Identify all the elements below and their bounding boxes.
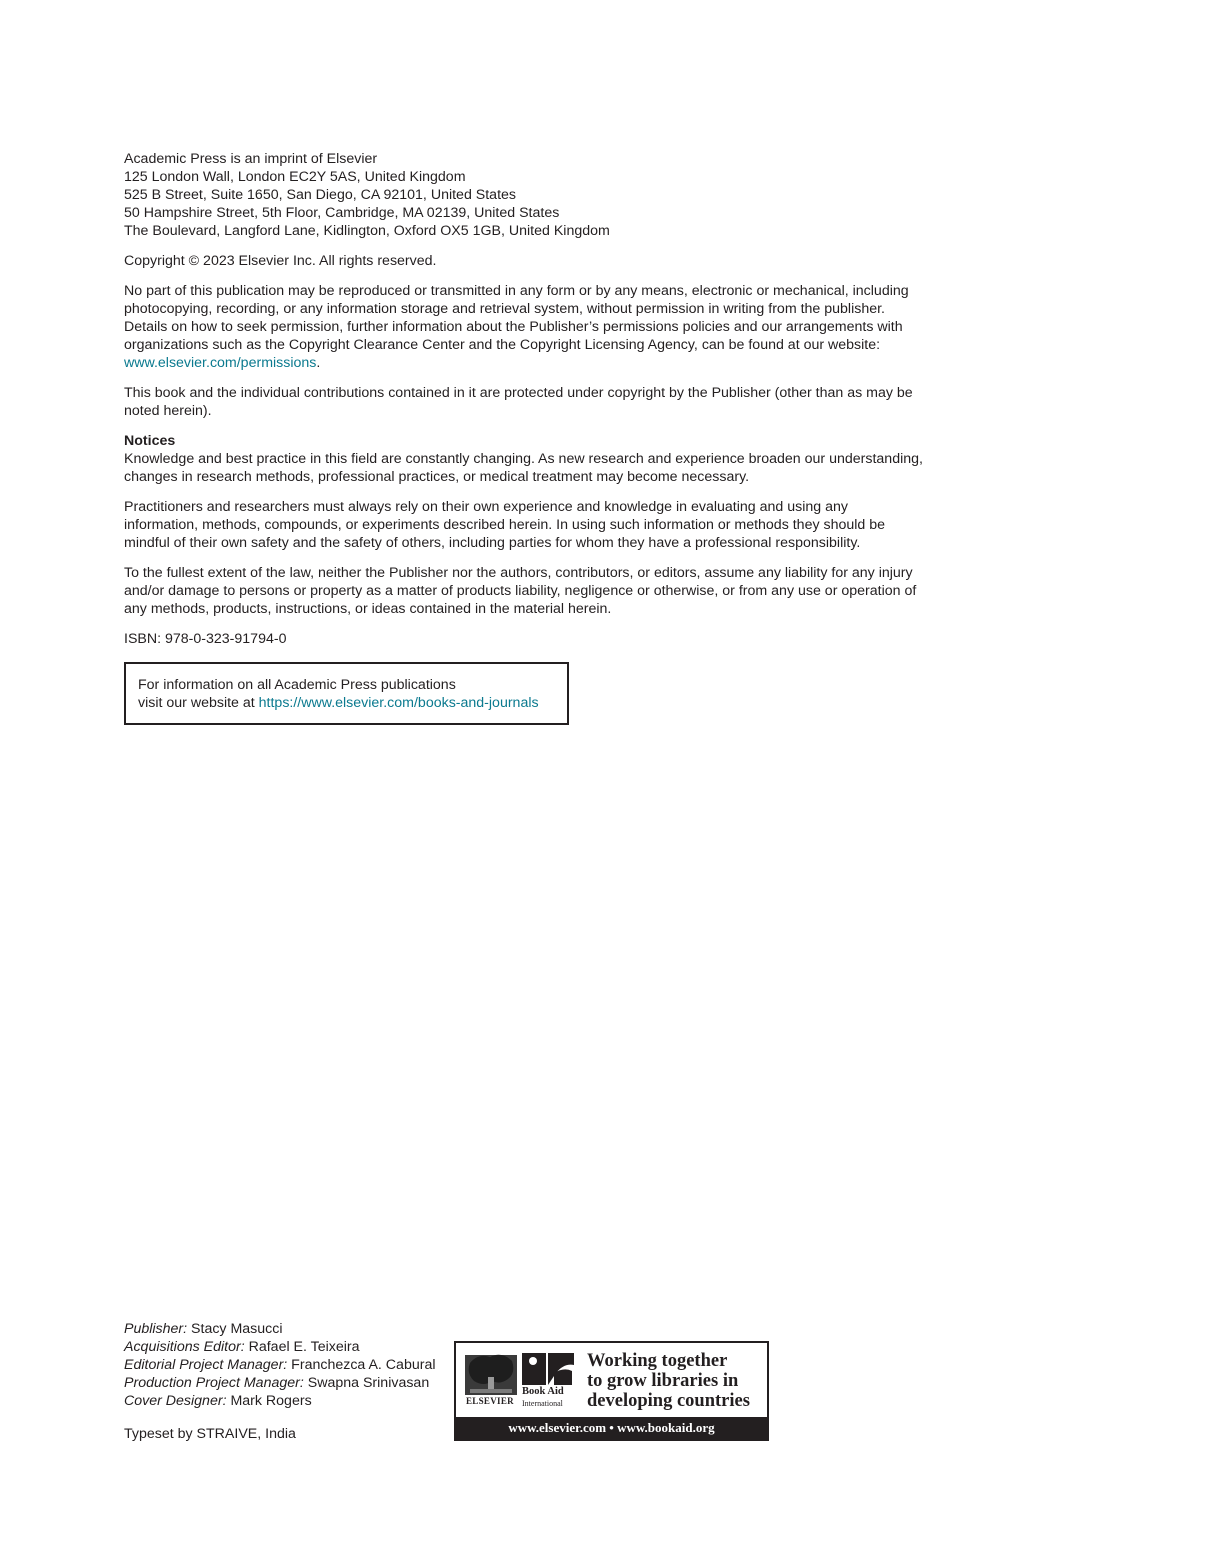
credit-line [124,1392,436,1410]
credit-line [124,1374,436,1392]
credit-name: Swapna Srinivasan [303,1375,430,1391]
permissions-paragraph [124,282,924,372]
copyright-notice: Copyright © 2023 Elsevier Inc. All rights reserved. [124,253,437,269]
notices-paragraph: To the fullest extent of the law, neither the Publisher nor the authors, contributors, or editors, assume any liability for any injury and/or damage to persons or property as a matter of products liability, negligence or otherwise, or from any use or operation of any methods, products, instructions, or ideas contained in the material herein. [124,565,917,617]
slogan-line: Working together [587,1351,728,1371]
credit-role: Editorial Project Manager: [124,1357,288,1373]
typeset-credit: Typeset by STRAIVE, India [124,1426,296,1442]
book-aid-logo-panel [454,1341,769,1441]
slogan-line: developing countries [587,1391,750,1411]
books-journals-link[interactable]: https://www.elsevier.com/books-and-journals [258,695,539,711]
credit-line [124,1356,436,1374]
bookaid-wordmark: Book Aid [522,1386,564,1397]
credit-line [124,1320,436,1338]
elsevier-wordmark: ELSEVIER [466,1396,514,1406]
imprint-line: The Boulevard, Langford Lane, Kidlington, Oxford OX5 1GB, United Kingdom [124,223,610,239]
slogan-line: to grow libraries in [587,1371,739,1391]
credit-name: Franchezca A. Cabural [287,1357,436,1373]
notices-paragraph: Practitioners and researchers must always rely on their own experience and knowledge in evaluating and using any information, methods, compounds, or experiments described herein. In using such information or methods they should be mindful of their own safety and the safety of others, including parties for whom they have a professional responsibility. [124,499,886,551]
permissions-link[interactable]: www.elsevier.com/permissions [124,355,317,371]
info-box-line: For information on all Academic Press publications [138,677,456,693]
copyright-page-content [124,150,924,725]
info-box-line [138,694,555,712]
notices-heading: Notices [124,433,176,449]
credit-role: Acquisitions Editor: [124,1339,245,1355]
imprint-line: 125 London Wall, London EC2Y 5AS, United Kingdom [124,169,466,185]
notices-paragraph: Knowledge and best practice in this field are constantly changing. As new research and experience broaden our understanding, changes in research methods, professional practices, or medical treatment may become necessary. [124,451,923,485]
imprint-address-block [124,150,924,240]
imprint-line: 525 B Street, Suite 1650, San Diego, CA 92101, United States [124,187,516,203]
credit-name: Stacy Masucci [187,1321,283,1337]
info-box-prefix: visit our website at [138,695,259,711]
publications-info-box [124,662,569,725]
credits-block [124,1320,436,1410]
protection-paragraph: This book and the individual contributions contained in it are protected under copyright by the Publisher (other than as may be noted herein). [124,385,913,419]
bookaid-subtitle: International [522,1399,563,1408]
logo-slogan [587,1351,750,1411]
credit-name: Mark Rogers [226,1393,312,1409]
credit-role: Production Project Manager: [124,1375,304,1391]
credit-role: Publisher: [124,1321,188,1337]
logo-footer-urls: www.elsevier.com • www.bookaid.org [456,1417,767,1439]
credit-line [124,1338,436,1356]
credit-name: Rafael E. Teixeira [244,1339,360,1355]
isbn: ISBN: 978-0-323-91794-0 [124,631,287,647]
logo-panel-top [456,1343,767,1417]
permissions-text: No part of this publication may be reproduced or transmitted in any form or by any means, electronic or mechanical, including photocopying, recording, or any information storage and retrieval system, without permission in writing from the publisher. Details on how to seek permission, further information about the Publisher’s permissions policies and our arrangements with organizations such as the Copyright Clearance Center and the Copyright Licensing Agency, can be found at our website: [124,283,909,353]
permissions-end: . [316,355,321,371]
imprint-line: 50 Hampshire Street, 5th Floor, Cambridge, MA 02139, United States [124,205,560,221]
credit-role: Cover Designer: [124,1393,227,1409]
imprint-line: Academic Press is an imprint of Elsevier [124,151,378,167]
